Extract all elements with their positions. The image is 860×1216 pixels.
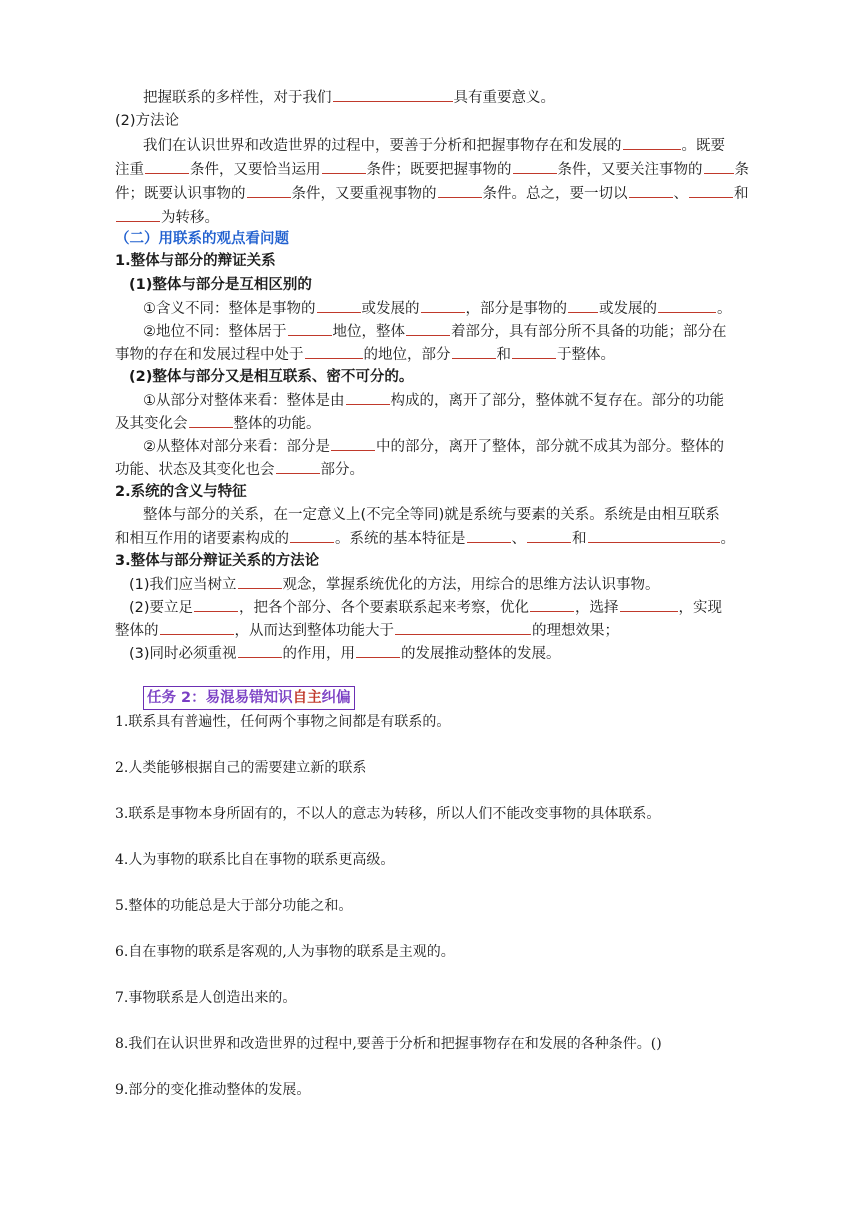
text-line bbox=[143, 134, 725, 157]
fill-blank[interactable] bbox=[452, 343, 496, 359]
subheading-1-2: (2)整体与部分又是相互联系、密不可分的。 bbox=[129, 369, 414, 385]
text-segment: 部分。 bbox=[320, 462, 364, 478]
list-item: 5.整体的功能总是大于部分功能之和。 bbox=[115, 898, 353, 914]
heading-3: 3.整体与部分辩证关系的方法论 bbox=[115, 553, 320, 569]
text-line bbox=[115, 619, 619, 642]
text-line bbox=[129, 596, 722, 619]
text-segment: 把握联系的多样性，对于我们 bbox=[143, 90, 332, 106]
text-segment: 着部分，具有部分所不具备的功能；部分在 bbox=[451, 324, 727, 340]
fill-blank[interactable] bbox=[238, 573, 282, 589]
text-segment: 事物的存在和发展过程中处于 bbox=[115, 347, 304, 363]
text-segment: 件；既要认识事物的 bbox=[115, 186, 246, 202]
text-line bbox=[143, 435, 724, 458]
text-segment: ，选择 bbox=[575, 600, 619, 616]
text-segment: ，部分是事物的 bbox=[465, 301, 567, 317]
text-segment: 和相互作用的诸要素构成的 bbox=[115, 531, 289, 547]
list-item: 4.人为事物的联系比自在事物的联系更高级。 bbox=[115, 852, 395, 868]
fill-blank[interactable] bbox=[512, 343, 556, 359]
list-item: 1.联系具有普遍性，任何两个事物之间都是有联系的。 bbox=[115, 714, 451, 730]
text-line bbox=[115, 527, 735, 550]
text-line bbox=[129, 573, 660, 596]
task2-label bbox=[143, 686, 355, 710]
fill-blank[interactable] bbox=[704, 158, 734, 174]
fill-blank[interactable] bbox=[406, 320, 450, 336]
task2-label-highlight: 自主 bbox=[292, 690, 322, 706]
text-line bbox=[143, 389, 724, 412]
text-segment: 条 bbox=[734, 162, 749, 178]
fill-blank[interactable] bbox=[160, 619, 234, 635]
fill-blank[interactable] bbox=[317, 297, 361, 313]
fill-blank[interactable] bbox=[568, 297, 598, 313]
text-segment: 观念，掌握系统优化的方法，用综合的思维方法认识事物。 bbox=[282, 577, 660, 593]
fill-blank[interactable] bbox=[247, 182, 291, 198]
text-line bbox=[115, 458, 364, 481]
fill-blank[interactable] bbox=[588, 527, 720, 543]
text-segment: 条件，又要重视事物的 bbox=[291, 186, 437, 202]
list-item: 7.事物联系是人创造出来的。 bbox=[115, 990, 297, 1006]
list-item: 2.人类能够根据自己的需要建立新的联系 bbox=[115, 760, 367, 776]
text-segment: 或发展的 bbox=[361, 301, 420, 317]
fill-blank[interactable] bbox=[322, 158, 366, 174]
fill-blank[interactable] bbox=[305, 343, 363, 359]
text-line bbox=[115, 182, 749, 205]
text-segment: ①含义不同：整体是事物的 bbox=[143, 301, 316, 317]
text-segment: 的理想效果； bbox=[532, 623, 619, 639]
fill-blank[interactable] bbox=[288, 320, 332, 336]
text-segment: 及其变化会 bbox=[115, 416, 188, 432]
text-segment: 和 bbox=[496, 347, 511, 363]
text-line bbox=[143, 297, 732, 320]
fill-blank[interactable] bbox=[620, 596, 678, 612]
text-segment: (3)同时必须重视 bbox=[129, 646, 237, 662]
fill-blank[interactable] bbox=[238, 642, 282, 658]
fill-blank[interactable] bbox=[438, 182, 482, 198]
text-segment: 或发展的 bbox=[599, 301, 657, 317]
text-segment: 。 bbox=[717, 301, 732, 317]
fill-blank[interactable] bbox=[395, 619, 531, 635]
text-segment: 的发展推动整体的发展。 bbox=[401, 646, 561, 662]
text-segment: ，实现 bbox=[678, 600, 723, 616]
text-line bbox=[115, 343, 615, 366]
text-segment: 、 bbox=[511, 531, 526, 547]
text-segment: 条件。总之，要一切以 bbox=[482, 186, 628, 202]
fill-blank[interactable] bbox=[290, 527, 334, 543]
text-segment: 注重 bbox=[115, 162, 144, 178]
text-segment: 整体的 bbox=[115, 623, 159, 639]
text-line bbox=[115, 206, 219, 229]
text-segment: 条件，又要关注事物的 bbox=[557, 162, 703, 178]
fill-blank[interactable] bbox=[331, 435, 375, 451]
list-item: 9.部分的变化推动整体的发展。 bbox=[115, 1082, 311, 1098]
text-segment: 构成的，离开了部分，整体就不复存在。部分的功能 bbox=[390, 393, 724, 409]
text-segment: 具有重要意义。 bbox=[453, 90, 555, 106]
text-segment: 为转移。 bbox=[161, 210, 219, 226]
fill-blank[interactable] bbox=[658, 297, 716, 313]
list-item: 6.自在事物的联系是客观的,人为事物的联系是主观的。 bbox=[115, 944, 455, 960]
fill-blank[interactable] bbox=[189, 412, 233, 428]
text-segment: 和 bbox=[734, 186, 749, 202]
fill-blank[interactable] bbox=[346, 389, 390, 405]
method-heading: (2)方法论 bbox=[115, 113, 180, 129]
text-segment: 的作用，用 bbox=[282, 646, 356, 662]
task2-label-text: 任务 2：易混易错知识 bbox=[147, 690, 293, 706]
text-segment: 功能、状态及其变化也会 bbox=[115, 462, 275, 478]
fill-blank[interactable] bbox=[629, 182, 673, 198]
fill-blank[interactable] bbox=[333, 86, 453, 102]
text-segment: (2)要立足 bbox=[129, 600, 194, 616]
list-item: 8.我们在认识世界和改造世界的过程中,要善于分析和把握事物存在和发展的各种条件。() bbox=[115, 1036, 662, 1052]
heading-2: 2.系统的含义与特征 bbox=[115, 484, 247, 500]
text-segment: ，把各个部分、各个要素联系起来考察，优化 bbox=[239, 600, 530, 616]
text-segment: 和 bbox=[572, 531, 587, 547]
text-segment: 中的部分，离开了整体，部分就不成其为部分。整体的 bbox=[376, 439, 724, 455]
text-segment: ②从整体对部分来看：部分是 bbox=[143, 439, 330, 455]
fill-blank[interactable] bbox=[276, 458, 320, 474]
text-segment: 地位，整体 bbox=[332, 324, 405, 340]
section-title: （二）用联系的观点看问题 bbox=[115, 231, 289, 247]
text-segment: 条件，又要恰当运用 bbox=[190, 162, 321, 178]
subheading-1-1: (1)整体与部分是互相区别的 bbox=[129, 277, 312, 293]
heading-1: 1.整体与部分的辩证关系 bbox=[115, 253, 276, 269]
fill-blank[interactable] bbox=[623, 134, 681, 150]
text-segment: 。系统的基本特征是 bbox=[335, 531, 466, 547]
text-segment: 。既要 bbox=[681, 138, 725, 154]
text-segment: 整体的功能。 bbox=[233, 416, 321, 432]
text-line bbox=[143, 86, 555, 109]
fill-blank[interactable] bbox=[689, 182, 733, 198]
text-segment: 我们在认识世界和改造世界的过程中，要善于分析和把握事物存在和发展的 bbox=[143, 138, 622, 154]
text-segment: ①从部分对整体来看：整体是由 bbox=[143, 393, 345, 409]
text-segment: 。 bbox=[720, 531, 735, 547]
fill-blank[interactable] bbox=[194, 596, 238, 612]
text-segment: (1)我们应当树立 bbox=[129, 577, 237, 593]
text-line bbox=[129, 642, 561, 665]
fill-blank[interactable] bbox=[145, 158, 189, 174]
text-segment: 条件；既要把握事物的 bbox=[366, 162, 512, 178]
task2-label-text: 纠偏 bbox=[321, 690, 351, 706]
fill-blank[interactable] bbox=[356, 642, 400, 658]
text-line bbox=[143, 320, 727, 343]
text-segment: ，从而达到整体功能大于 bbox=[234, 623, 394, 639]
fill-blank[interactable] bbox=[513, 158, 557, 174]
text-line bbox=[115, 158, 749, 181]
text-segment: 、 bbox=[673, 186, 688, 202]
list-item: 3.联系是事物本身所固有的，不以人的意志为转移，所以人们不能改变事物的具体联系。 bbox=[115, 806, 661, 822]
fill-blank[interactable] bbox=[421, 297, 465, 313]
text-segment: ②地位不同：整体居于 bbox=[143, 324, 287, 340]
fill-blank[interactable] bbox=[530, 596, 574, 612]
text-line: 整体与部分的关系，在一定意义上(不完全等同)就是系统与要素的关系。系统是由相互联系 bbox=[143, 507, 720, 523]
text-line bbox=[115, 412, 321, 435]
fill-blank[interactable] bbox=[467, 527, 511, 543]
fill-blank[interactable] bbox=[527, 527, 571, 543]
fill-blank[interactable] bbox=[116, 206, 160, 222]
text-segment: 于整体。 bbox=[557, 347, 615, 363]
text-segment: 的地位，部分 bbox=[363, 347, 451, 363]
